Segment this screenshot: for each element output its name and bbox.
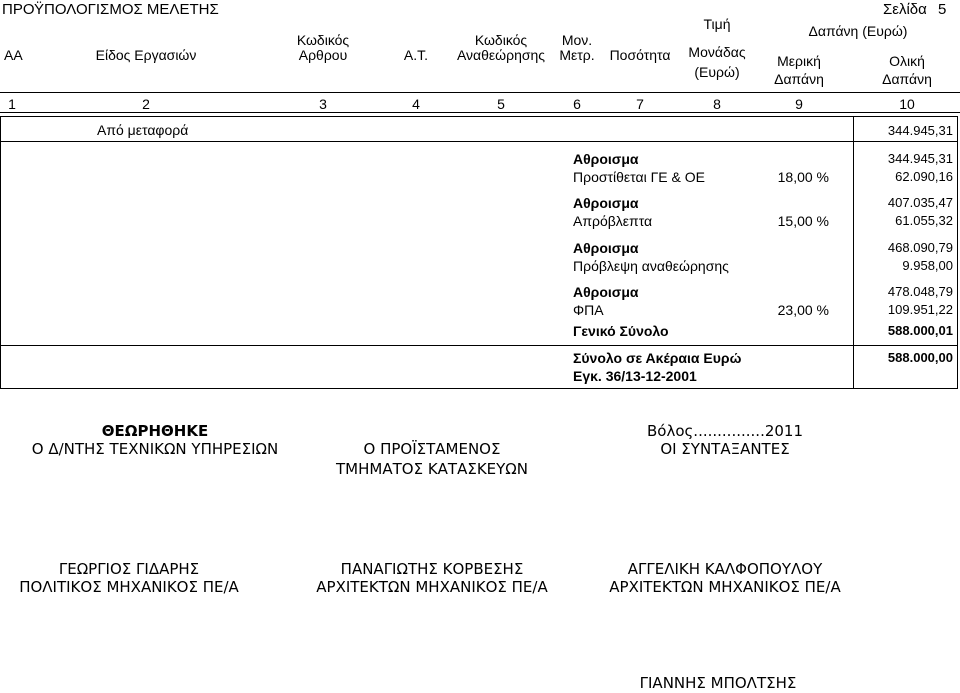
- sum-value: 344.945,31: [887, 151, 953, 166]
- col-quantity: Ποσότητα: [609, 47, 671, 63]
- col-number-2: 2: [142, 96, 150, 112]
- sum-value: 468.090,79: [887, 240, 953, 255]
- col-total-2: Δαπάνη: [882, 71, 932, 87]
- overhead-value: 62.090,16: [895, 169, 953, 184]
- head-title-1: Ο ΠΡΟΪΣΤΑΜΕΝΟΣ: [363, 440, 501, 458]
- sum-value: 407.035,47: [887, 195, 953, 210]
- contingency-value: 61.055,32: [895, 213, 953, 228]
- page-number: 5: [938, 1, 947, 18]
- final-total-label: Σύνολο σε Ακέραια Ευρώ: [573, 350, 742, 366]
- col-total-1: Ολική: [889, 53, 925, 69]
- vat-label: ΦΠΑ: [573, 302, 604, 318]
- signer-role-2: ΑΡΧΙΤΕΚΤΩΝ ΜΗΧΑΝΙΚΟΣ ΠΕ/Α: [316, 578, 548, 596]
- document-title: ΠΡΟΫΠΟΛΟΓΙΣΜΟΣ ΜΕΛΕΤΗΣ: [2, 1, 219, 18]
- col-unit-price-3: (Ευρώ): [694, 64, 740, 80]
- col-article-code-2: Αρθρου: [298, 47, 348, 63]
- summary-table: [0, 116, 958, 389]
- col-partial-1: Μερική: [777, 53, 821, 69]
- place-date: Βόλος...............2011: [646, 422, 804, 440]
- col-partial-2: Δαπάνη: [774, 71, 824, 87]
- col-number-10: 10: [899, 96, 915, 112]
- grand-total-value: 588.000,01: [887, 323, 953, 338]
- grand-total-label: Γενικό Σύνολο: [573, 323, 669, 339]
- revision-label: Πρόβλεψη αναθεώρησης: [573, 258, 729, 274]
- page-label: Σελίδα: [883, 1, 927, 18]
- signer-role-3: ΑΡΧΙΤΕΚΤΩΝ ΜΗΧΑΝΙΚΟΣ ΠΕ/Α: [609, 578, 841, 596]
- sum-label: Αθροισμα: [573, 195, 639, 211]
- col-unit-price-2: Μονάδας: [688, 44, 746, 60]
- header-divider: [0, 92, 960, 93]
- contingency-percent: 15,00 %: [777, 213, 829, 229]
- col-aa: ΑΑ: [4, 47, 23, 63]
- col-revision-code-2: Αναθεώρησης: [456, 47, 546, 63]
- col-number-5: 5: [497, 96, 505, 112]
- sum-value: 478.048,79: [887, 284, 953, 299]
- authors-title: ΟΙ ΣΥΝΤΑΞΑΝΤΕΣ: [660, 440, 790, 458]
- col-at: Α.Τ.: [403, 47, 429, 63]
- approved-label: ΘΕΩΡΗΘΗΚΕ: [101, 422, 209, 440]
- final-reference: Εγκ. 36/13-12-2001: [573, 368, 697, 384]
- signer-name-4: ΓΙΑΝΝΗΣ ΜΠΟΛΤΣΗΣ: [639, 674, 797, 692]
- col-unit-2: Μετρ.: [559, 47, 595, 63]
- sum-label: Αθροισμα: [573, 151, 639, 167]
- col-unit-price-1: Τιμή: [703, 16, 731, 32]
- head-title-2: ΤΜΗΜΑΤΟΣ ΚΑΤΑΣΚΕΥΩΝ: [336, 460, 528, 478]
- col-number-3: 3: [319, 96, 327, 112]
- revision-value: 9.958,00: [902, 258, 953, 273]
- total-column-line: [853, 116, 854, 389]
- overhead-label: Προστίθεται ΓΕ & ΟΕ: [573, 169, 705, 185]
- sum-label: Αθροισμα: [573, 284, 639, 300]
- signer-name-2: ΠΑΝΑΓΙΩΤΗΣ ΚΟΡΒΕΣΗΣ: [340, 560, 524, 578]
- sum-label: Αθροισμα: [573, 240, 639, 256]
- vat-percent: 23,00 %: [777, 302, 829, 318]
- numbers-divider: [0, 112, 960, 113]
- carry-forward-label: Από μεταφορά: [97, 122, 189, 138]
- signer-name-3: ΑΓΓΕΛΙΚΗ ΚΑΛΦΟΠΟΥΛΟΥ: [627, 560, 823, 578]
- carry-forward-value: 344.945,31: [887, 123, 953, 138]
- col-number-1: 1: [8, 96, 16, 112]
- col-expense-group: Δαπάνη (Ευρώ): [808, 23, 908, 39]
- carry-divider: [0, 141, 958, 142]
- signer-name-1: ΓΕΩΡΓΙΟΣ ΓΙΔΑΡΗΣ: [58, 560, 200, 578]
- vat-value: 109.951,22: [887, 302, 953, 317]
- col-number-8: 8: [713, 96, 721, 112]
- signer-role-1: ΠΟΛΙΤΙΚΟΣ ΜΗΧΑΝΙΚΟΣ ΠΕ/Α: [19, 578, 239, 596]
- final-total-value: 588.000,00: [887, 350, 953, 365]
- director-title: Ο Δ/ΝΤΗΣ ΤΕΧΝΙΚΩΝ ΥΠΗΡΕΣΙΩΝ: [31, 440, 279, 458]
- col-number-7: 7: [636, 96, 644, 112]
- col-number-4: 4: [412, 96, 420, 112]
- col-number-9: 9: [795, 96, 803, 112]
- col-unit-1: Μον.: [561, 32, 593, 48]
- col-work-type: Είδος Εργασιών: [95, 47, 197, 63]
- contingency-label: Απρόβλεπτα: [573, 213, 653, 229]
- col-number-6: 6: [573, 96, 581, 112]
- overhead-percent: 18,00 %: [777, 169, 829, 185]
- col-article-code-1: Κωδικός: [296, 32, 350, 48]
- final-divider: [0, 345, 958, 346]
- col-revision-code-1: Κωδικός: [474, 32, 528, 48]
